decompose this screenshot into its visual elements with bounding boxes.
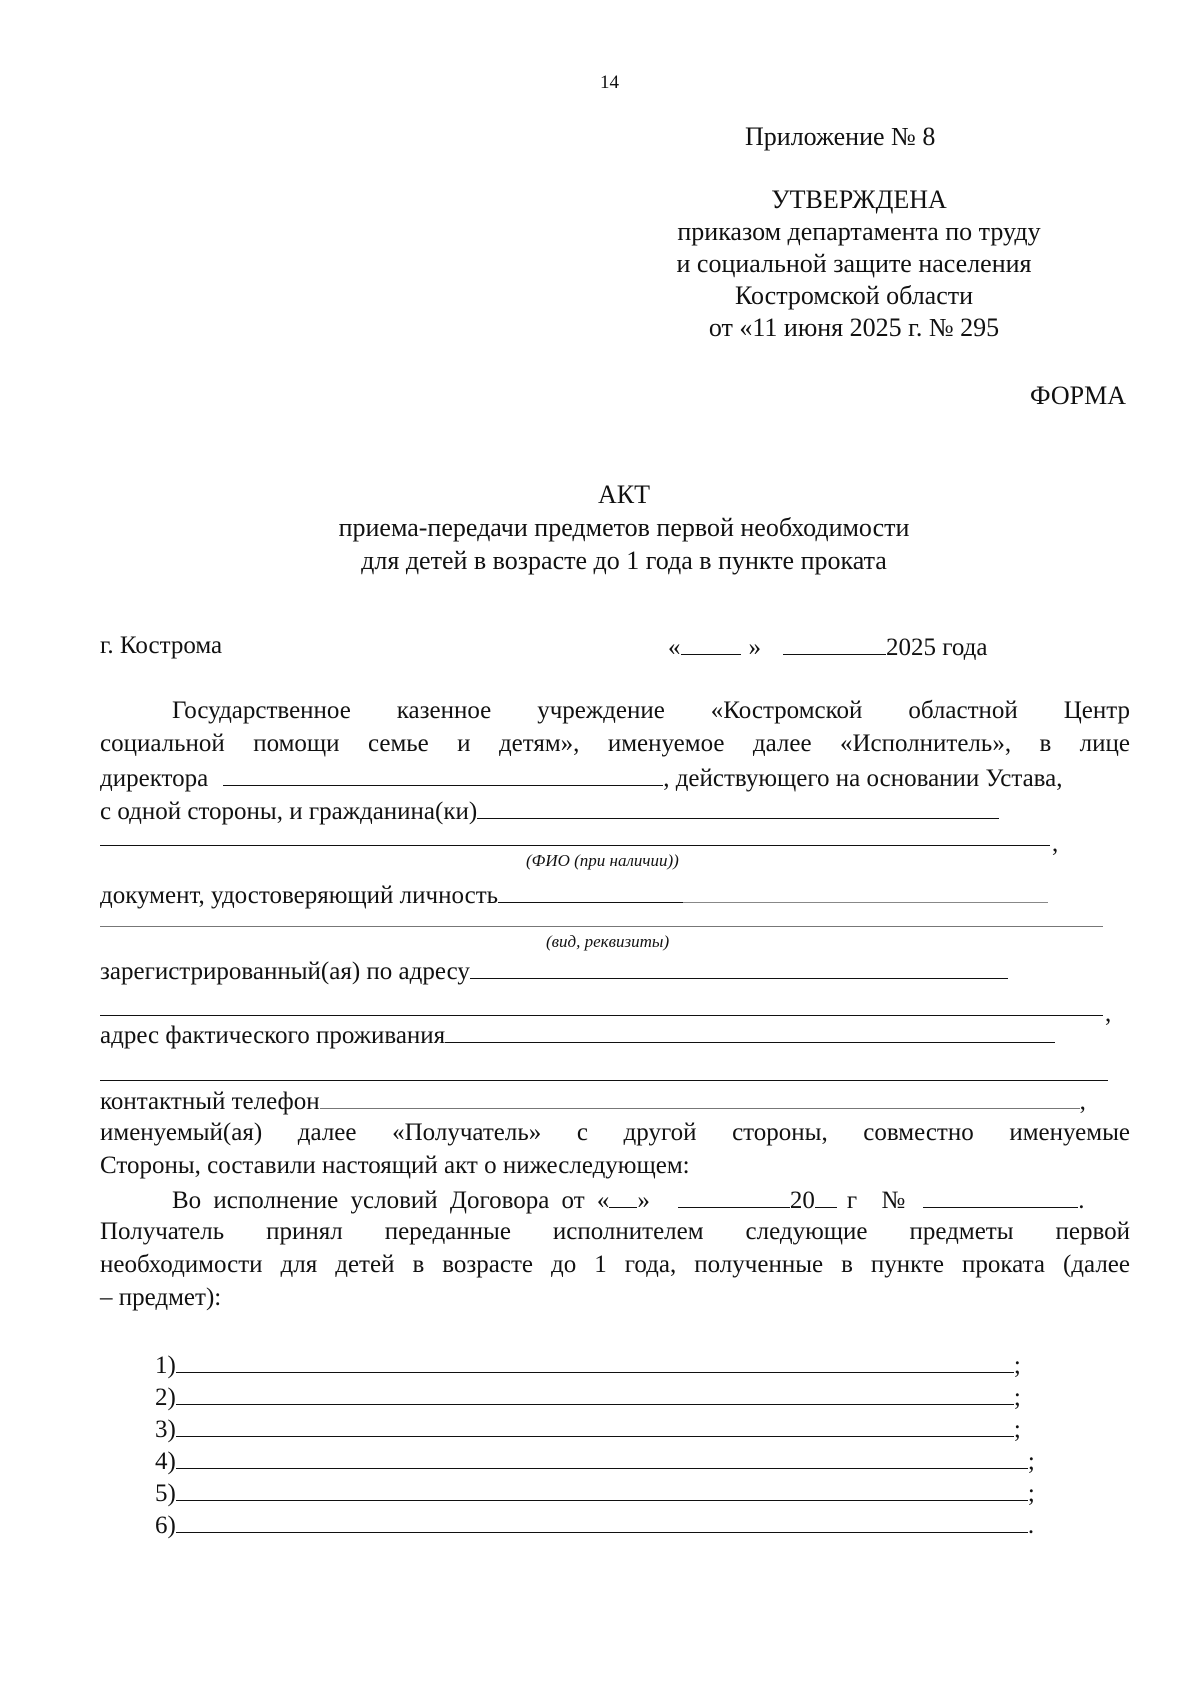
id-document-blank-2[interactable] bbox=[100, 926, 1103, 927]
item-end: ; bbox=[1013, 1352, 1021, 1379]
id-document-blank-light[interactable] bbox=[683, 880, 1048, 903]
id-document-label: документ, удостоверяющий личность bbox=[100, 882, 499, 909]
approval-block bbox=[600, 184, 1100, 344]
item-end: . bbox=[1027, 1512, 1035, 1539]
contract-line bbox=[172, 1185, 1085, 1215]
item-number: 3) bbox=[155, 1416, 176, 1443]
item-number: 5) bbox=[155, 1480, 176, 1507]
form-label: ФОРМА bbox=[1030, 381, 1126, 410]
phone-line bbox=[100, 1086, 1086, 1116]
item-number: 1) bbox=[155, 1352, 176, 1379]
id-document-blank[interactable] bbox=[498, 880, 683, 903]
contract-month-blank[interactable] bbox=[678, 1185, 790, 1208]
one-side-text: с одной стороны, и гражданина(ки) bbox=[100, 798, 478, 825]
list-item bbox=[155, 1382, 1035, 1414]
director-name-blank[interactable] bbox=[223, 763, 663, 786]
item-end: ; bbox=[1027, 1480, 1035, 1507]
act-title: АКТ bbox=[598, 480, 650, 509]
page-number: 14 bbox=[600, 72, 619, 93]
item-end: ; bbox=[1013, 1416, 1021, 1443]
day-blank[interactable] bbox=[681, 632, 741, 655]
registered-address-blank-2[interactable] bbox=[100, 1015, 1103, 1016]
list-item bbox=[155, 1414, 1035, 1446]
acting-text: , действующего на основании Устава, bbox=[663, 765, 1063, 792]
act-subtitle-2: для детей в возрасте до 1 года в пункте проката bbox=[361, 546, 887, 575]
act-subtitle-1: приема-передачи предметов первой необходимости bbox=[338, 513, 910, 542]
list-item bbox=[155, 1478, 1035, 1510]
item-number: 2) bbox=[155, 1384, 176, 1411]
named-line-2: Стороны, составили настоящий акт о нижеследующем: bbox=[100, 1152, 690, 1179]
phone-blank[interactable] bbox=[320, 1086, 1080, 1109]
received-line-3: – предмет): bbox=[100, 1284, 222, 1311]
contract-text-b: » bbox=[637, 1187, 650, 1214]
approval-line-3: Костромской области bbox=[734, 281, 974, 310]
contract-day-blank[interactable] bbox=[609, 1185, 637, 1208]
list-item bbox=[155, 1510, 1035, 1542]
received-line-1: Получатель принял переданные исполнителем следующие предметы первой bbox=[100, 1218, 1130, 1245]
contract-number-blank[interactable] bbox=[923, 1185, 1078, 1208]
approval-line-2: и социальной защите населения bbox=[676, 249, 1032, 278]
actual-address-blank-2[interactable] bbox=[100, 1080, 1108, 1081]
date-line bbox=[668, 632, 987, 662]
director-label: директора bbox=[100, 765, 209, 792]
contract-text-a: Во исполнение условий Договора от « bbox=[172, 1187, 610, 1214]
citizen-line bbox=[100, 796, 999, 826]
contract-number-label: г № bbox=[846, 1187, 906, 1214]
id-document-line bbox=[100, 880, 1048, 910]
contract-period: . bbox=[1078, 1187, 1085, 1214]
item-blank[interactable] bbox=[176, 1382, 1014, 1405]
item-end: ; bbox=[1013, 1384, 1021, 1411]
item-blank[interactable] bbox=[176, 1446, 1028, 1469]
contract-year-prefix: 20 bbox=[789, 1187, 815, 1214]
year-text: 2025 года bbox=[886, 634, 988, 661]
item-blank[interactable] bbox=[176, 1350, 1014, 1373]
month-blank[interactable] bbox=[783, 632, 886, 655]
appendix-label: Приложение № 8 bbox=[745, 122, 936, 151]
approval-line-1: приказом департамента по труду bbox=[677, 217, 1041, 246]
actual-address-blank[interactable] bbox=[445, 1020, 1055, 1043]
citizen-name-blank[interactable] bbox=[477, 796, 999, 819]
citizen-name-blank-2[interactable] bbox=[100, 845, 1050, 846]
phone-comma: , bbox=[1079, 1088, 1086, 1115]
fio-hint: (ФИО (при наличии)) bbox=[526, 851, 679, 870]
director-line bbox=[100, 763, 1063, 793]
registered-comma: , bbox=[1105, 1000, 1112, 1027]
registered-line bbox=[100, 956, 1008, 986]
registered-address-blank[interactable] bbox=[470, 956, 1008, 979]
contract-year-blank[interactable] bbox=[815, 1185, 837, 1208]
act-heading bbox=[200, 478, 1000, 577]
actual-address-line bbox=[100, 1020, 1055, 1050]
received-line-2: необходимости для детей в возрасте до 1 года, полученные в пункте проката (далее bbox=[100, 1251, 1130, 1278]
citizen-comma: , bbox=[1052, 830, 1059, 857]
registered-label: зарегистрированный(ая) по адресу bbox=[100, 958, 470, 985]
paragraph-1-line-1: Государственное казенное учреждение «Костромской областной Центр bbox=[172, 697, 1130, 724]
item-number: 6) bbox=[155, 1512, 176, 1539]
named-line-1: именуемый(ая) далее «Получатель» с другой стороны, совместно именуемые bbox=[100, 1119, 1130, 1146]
items-list bbox=[155, 1350, 1035, 1542]
city: г. Кострома bbox=[100, 632, 223, 659]
list-item bbox=[155, 1350, 1035, 1382]
date-close-quote: » bbox=[748, 634, 761, 661]
date-open-quote: « bbox=[668, 634, 681, 661]
item-end: ; bbox=[1027, 1448, 1035, 1475]
item-blank[interactable] bbox=[176, 1478, 1028, 1501]
id-document-hint: (вид, реквизиты) bbox=[546, 932, 670, 951]
item-number: 4) bbox=[155, 1448, 176, 1475]
approval-line-4: от «11 июня 2025 г. № 295 bbox=[708, 313, 1000, 342]
actual-address-label: адрес фактического проживания bbox=[100, 1022, 446, 1049]
approval-title: УТВЕРЖДЕНА bbox=[771, 185, 947, 214]
phone-label: контактный телефон bbox=[100, 1088, 320, 1115]
item-blank[interactable] bbox=[176, 1414, 1014, 1437]
paragraph-1-line-2: социальной помощи семье и детям», именуемое далее «Исполнитель», в лице bbox=[100, 730, 1130, 757]
item-blank[interactable] bbox=[176, 1510, 1028, 1533]
list-item bbox=[155, 1446, 1035, 1478]
